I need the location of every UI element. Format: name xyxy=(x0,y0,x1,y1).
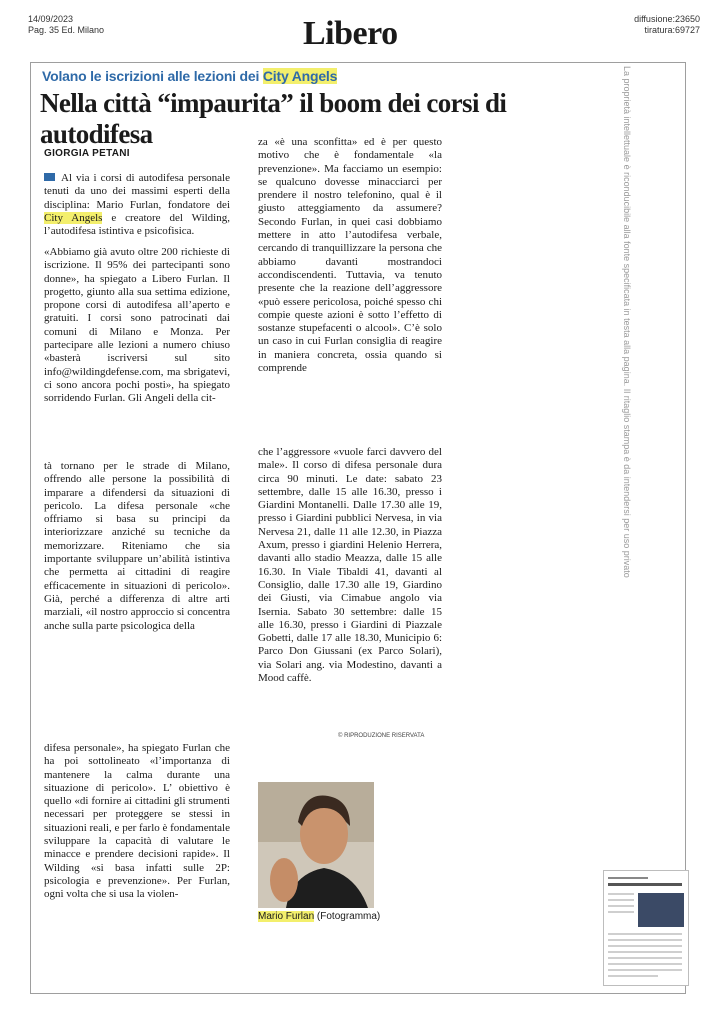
thumbnail-line xyxy=(608,957,682,959)
copyright-side-note: La proprietà intellettuale è riconducibile alla fonte specificata in testa alla pagina. Il ritaglio stampa è da intendersi per uso privato xyxy=(622,66,632,578)
thumbnail-line xyxy=(608,899,634,901)
thumbnail-line xyxy=(608,933,682,935)
paragraph-1-text-a: Al via i corsi di autodifesa personale tenuti da uno dei massimi esperti della disciplina: Mario Furlan, fondatore dei xyxy=(44,172,230,211)
portrait-illustration xyxy=(258,782,374,908)
diffusione-count: diffusione:23650 xyxy=(634,14,700,24)
kicker-highlight: City Angels xyxy=(262,68,338,84)
clipping-meta-right xyxy=(634,14,700,36)
article-paragraph-3: tà tornano per le strade di Milano, offrendo alle persone la possibilità di imparare a difendersi da situazioni di pericolo. La difesa personale «che offriamo si basa su principi da interiorizzare anziché su tecniche da memorizzare. Riteniamo che sia importante sviluppare un’abilità istintiva che permetta ai cittadini di reagire efficacemente in situazioni di pericolo». Già, perché a differenza di altre arti marziali, «il nostro approccio si concentra anche sulla parte psicologica della xyxy=(44,460,230,632)
article-byline: GIORGIA PETANI xyxy=(44,148,130,159)
clipping-date: 14/09/2023 xyxy=(28,14,74,24)
article-paragraph-5: za «è una sconfitta» ed è per questo motivo che è fondamentale «la prevenzione». Ma facciamo un esempio: se qualcuno dovesse minacciarci per prendere il nostro telefonino, qual è il giusto atteggiamento da assumere? Secondo Furlan, in quei casi dobbiamo mettere in atto l’autodifesa verbale, cercando di tranquillizzare la persona che abbiamo davanti mostrandoci accondiscendenti. Tuttavia, va tenuto presente che la reazione dell’aggressore «può essere pericolosa, poiché spesso chi compie queste azioni è sotto l’effetto di sostanze stupefacenti o alcool». C’è solo un caso in cui Furlan consiglia di reagire in maniera concreta, ossia quando si comprende xyxy=(258,136,442,375)
caption-name: Mario Furlan xyxy=(258,911,315,922)
thumbnail-line xyxy=(608,951,682,953)
page-thumbnail[interactable] xyxy=(603,870,689,986)
copyright-notice: © RIPRODUZIONE RISERVATA xyxy=(338,733,425,739)
photo-caption xyxy=(258,911,380,922)
thumbnail-line xyxy=(608,969,682,971)
thumbnail-line xyxy=(608,893,634,895)
article-paragraph-2: «Abbiamo già avuto oltre 200 richieste di iscrizione. Il 95% dei partecipanti sono donne», ha spiegato a Libero Furlan. Il progetto, giunto alla sua settima edizione, propone corsi di autodifesa all’aperto e gratuiti. I corsi sono patrocinati dai comuni di Milano e Monza. Per partecipare alle lezioni a numero chiuso «basterà iscriversi sul sito info@wildingdefense.com, ma sbrigatevi, ci sono ancora pochi posti», ha spiegato sorridendo Furlan. Gli Angeli della cit- xyxy=(44,246,230,405)
thumbnail-image xyxy=(638,893,684,927)
clipping-page-edition: Pag. 35 Ed. Milano xyxy=(28,25,105,35)
portrait-photo xyxy=(258,782,374,908)
article-paragraph-1 xyxy=(44,172,230,238)
article-paragraph-4: difesa personale», ha spiegato Furlan che ha poi sottolineato «l’importanza di mantenere la calma durante una situazione di pericolo». L’ obiettivo è quello «di fornire ai cittadini gli strumenti necessari per proteggere se stessi in situazioni reali, e per farlo è fondamentale sviluppare la capacità di valutare le minacce e prendere decisioni rapide». Il Wilding «si basa infatti sulle 2P: psicologia e prevenzione». Per Furlan, ogni volta che si usa la violen- xyxy=(44,742,230,901)
paragraph-marker-icon xyxy=(44,173,55,181)
thumbnail-line xyxy=(608,963,682,965)
article-headline: Nella città “impaurita” il boom dei corsi di autodifesa xyxy=(40,88,507,149)
thumbnail-line xyxy=(608,905,634,907)
thumbnail-line xyxy=(608,939,682,941)
thumbnail-line xyxy=(608,883,682,886)
libero-logo-text: Libero xyxy=(303,15,398,52)
newspaper-logo xyxy=(303,14,398,54)
clipping-meta-left xyxy=(28,14,104,36)
thumbnail-line xyxy=(608,877,648,879)
article-paragraph-6: che l’aggressore «vuole farci davvero del male». Il corso di difesa personale dura circa 90 minuti. Le date: sabato 23 settembre, dalle 15 alle 16.30, presso i Giardini Montanelli. Dalle 17.30 alle 19, presso i Giardini pubblici Nervesa, in via Nervesa 21, dalle 11 alle 12.30, in Piazza Axum, presso i giardini Helenio Herrera, davanti allo stadio Meazza, dalle 15 alle 16.30. In Viale Tibaldi 41, davanti al Consiglio, dalle 17.30 alle 19, Giardino dei Giusti, via Cimabue angolo via Isernia. Sabato 30 settembre: dalle 15 alle 16.30, presso i Giardini di Piazzale Gobetti, dalle 17 alle 18.30, Municipio 6: Parco Don Giussani (ex Parco Solari), via Solari ang. via Modestino, davanti a Mood caffè. xyxy=(258,446,442,685)
city-angels-highlight: City Angels xyxy=(44,211,103,224)
paragraph-1-text-b: e creatore del Wilding, l’autodifesa istintiva e psicofisica. xyxy=(44,211,230,238)
article-kicker xyxy=(42,68,337,84)
thumbnail-line xyxy=(608,945,682,947)
caption-credit: (Fotogramma) xyxy=(316,911,381,922)
thumbnail-line xyxy=(608,911,634,913)
kicker-text: Volano le iscrizioni alle lezioni dei xyxy=(42,68,260,84)
tiratura-count: tiratura:69727 xyxy=(644,25,700,35)
thumbnail-line xyxy=(608,975,658,977)
